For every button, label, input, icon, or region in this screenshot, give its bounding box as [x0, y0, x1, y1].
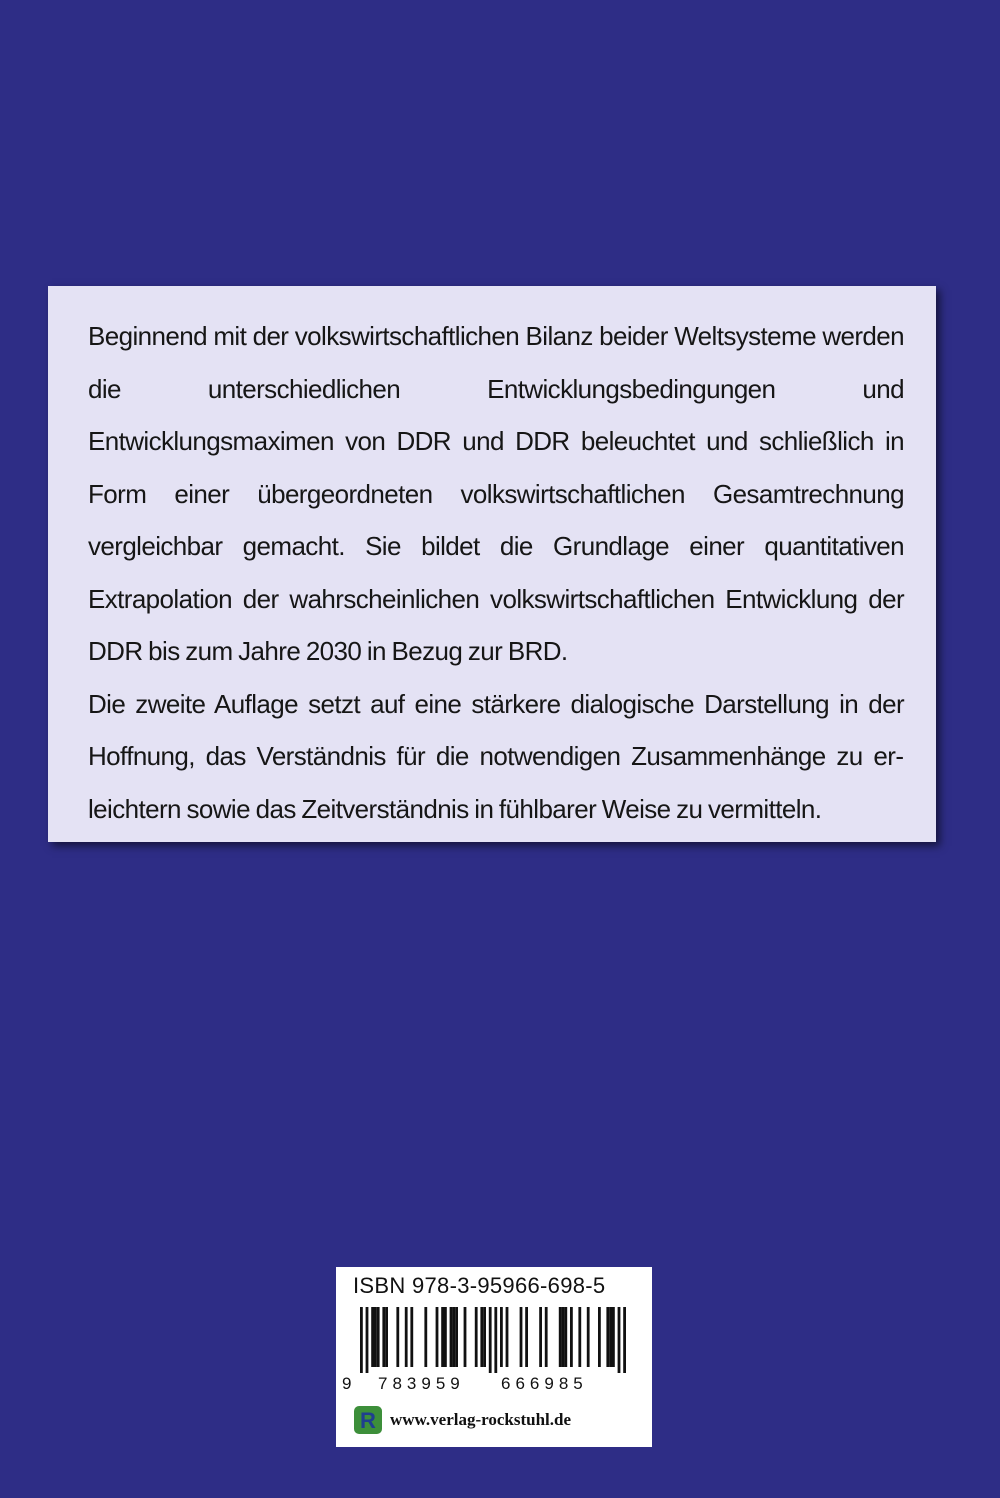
barcode-bar: [564, 1307, 567, 1367]
barcode-bar: [366, 1307, 369, 1373]
barcode-digits-left: 783959: [378, 1374, 465, 1393]
barcode-bar: [377, 1307, 380, 1367]
publisher-logo-icon: [354, 1406, 382, 1434]
svg-text:R: R: [360, 1408, 376, 1433]
barcode-digit-first: 9: [342, 1374, 352, 1393]
barcode-bar: [410, 1307, 413, 1367]
barcode-bar: [396, 1307, 399, 1367]
barcode-bar: [606, 1307, 609, 1367]
barcode-bar: [475, 1307, 478, 1367]
barcode-bar: [483, 1307, 486, 1367]
barcode-bar: [371, 1307, 374, 1367]
barcode-bar: [464, 1307, 467, 1367]
barcode-bar: [444, 1307, 447, 1367]
barcode-bar: [598, 1307, 601, 1367]
barcode-bar: [570, 1307, 573, 1367]
barcode-bars: [336, 1307, 652, 1377]
barcode-bar: [623, 1307, 626, 1373]
barcode-bar: [609, 1307, 612, 1367]
blurb-paragraph-2: Die zweite Auflage setzt auf eine stärkere dialogische Darstellung in der Hoffnung, das Verständnis für die notwendigen Zusammenhänge zu erleichtern sowie das Zeitverständnis in fühlbarer Weise zu vermitteln.: [88, 688, 904, 824]
barcode-bar: [559, 1307, 562, 1367]
barcode-bar: [578, 1307, 581, 1367]
barcode-bar: [360, 1307, 363, 1373]
barcode-bar: [618, 1307, 621, 1373]
barcode-bar: [494, 1307, 497, 1373]
barcode-bar: [500, 1307, 503, 1367]
barcode-bar: [452, 1307, 455, 1367]
barcode-bar: [450, 1307, 453, 1367]
barcode-bar: [436, 1307, 439, 1367]
barcode-bar: [562, 1307, 565, 1367]
blurb-paragraph-1: Beginnend mit der volkswirtschaftlichen Bilanz beider Weltsysteme werden die unterschiedlichen Entwicklungsbedingungen und Entwicklungsmaximen von DDR und DDR beleuchtet und schließlich in Form einer übergeordneten volkswirtschaftlichen Gesamtrechnung vergleichbar gemacht. Sie bildet die Grundlage einer quantitativen Extrapolation der wahrscheinlichen volkswirtschaftlichen Entwicklung der DDR bis zum Jahre 2030 in Bezug zur BRD.: [88, 321, 904, 666]
barcode-bar: [525, 1307, 528, 1367]
barcode-digits-right: 666985: [501, 1374, 588, 1393]
barcode-bar: [382, 1307, 385, 1367]
blurb-box: [48, 286, 936, 842]
barcode-bar: [424, 1307, 427, 1367]
barcode-bar: [539, 1307, 542, 1367]
barcode-bar: [545, 1307, 548, 1367]
barcode-bar: [455, 1307, 458, 1367]
barcode-bar: [612, 1307, 615, 1367]
barcode-bar: [374, 1307, 377, 1367]
barcode-bar: [489, 1307, 492, 1373]
barcode-bar: [506, 1307, 509, 1367]
barcode-bar: [520, 1307, 523, 1367]
publisher-website-link[interactable]: www.verlag-rockstuhl.de: [390, 1410, 572, 1429]
barcode-panel: [336, 1267, 652, 1447]
barcode-bar: [441, 1307, 444, 1367]
barcode-bar: [405, 1307, 408, 1367]
barcode-bar: [480, 1307, 483, 1367]
barcode-bar: [587, 1307, 590, 1367]
barcode-bar: [385, 1307, 388, 1367]
isbn-label: ISBN 978-3-95966-698-5: [353, 1273, 606, 1298]
